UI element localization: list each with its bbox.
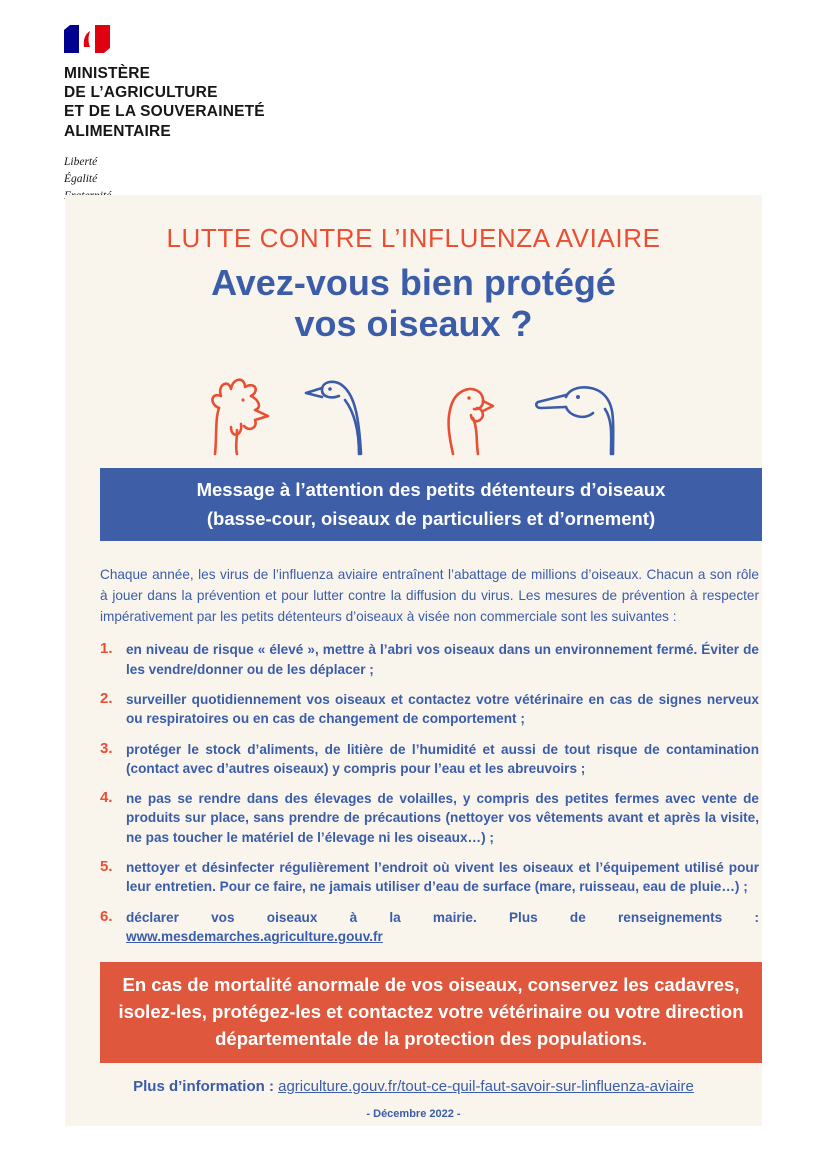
list-number: 4.	[100, 789, 113, 807]
mesdemarches-link[interactable]: www.mesdemarches.agriculture.gouv.fr	[126, 928, 383, 944]
measure-text: nettoyer et désinfecter régulièrement l’endroit où vivent les oiseaux et l’équipement utilisé pour leur entretien. Pour ce faire, ne jamais utiliser d’eau de surface (mare, ruisseau, eau de pluie…) ;	[126, 860, 759, 895]
agriculture-gouv-link[interactable]: agriculture.gouv.fr/tout-ce-quil-faut-savoir-sur-linfluenza-aviaire	[278, 1077, 694, 1095]
measure-text-prefix: déclarer vos oiseaux à la mairie. Plus de renseignements :	[126, 909, 759, 925]
rooster-icon	[185, 368, 289, 456]
ministry-name-line: ET DE LA SOUVERAINETÉ	[64, 103, 265, 121]
kicker-title: LUTTE CONTRE L’INFLUENZA AVIAIRE	[166, 223, 661, 253]
date-label: - Décembre 2022 -	[366, 1107, 461, 1120]
measure-text: protéger le stock d’aliments, de litière de l’humidité et aussi de tout risque de contamination (contact avec d’autres oiseaux) y compris pour l’eau et les abreuvoirs ;	[126, 741, 759, 776]
measure-item-2	[100, 690, 759, 729]
poster-card	[65, 195, 762, 1126]
ministry-logo	[64, 24, 364, 206]
measure-item-5	[100, 858, 759, 897]
measure-text: surveiller quotidiennement vos oiseaux et contactez votre vétérinaire en cas de signes nerveux ou respiratoires ou en cas de changement de comportement ;	[126, 691, 759, 727]
audience-banner-line1: Message à l’attention des petits détenteurs d’oiseaux	[196, 479, 666, 501]
page-title-line1: Avez-vous bien protégé	[211, 262, 616, 303]
list-number: 3.	[100, 739, 113, 757]
motto-line: Liberté	[64, 155, 98, 168]
page-title-line2: vos oiseaux ?	[294, 303, 533, 345]
bird-illustrations	[65, 354, 762, 456]
audience-banner-line2: (basse-cour, oiseaux de particuliers et d’ornement)	[206, 507, 656, 529]
duck-icon	[521, 364, 643, 456]
mortality-alert-banner: En cas de mortalité anormale de vos oiseaux, conservez les cadavres, isolez-les, protégez-les et contactez votre vétérinaire ou votre direction départementale de la protection des populations.	[100, 962, 762, 1062]
poster-body	[100, 565, 759, 946]
measure-item-6	[100, 908, 759, 947]
measure-text	[126, 908, 759, 947]
goose-icon	[297, 358, 401, 456]
list-number: 2.	[100, 689, 113, 707]
list-number: 6.	[100, 907, 113, 925]
measure-item-1	[100, 640, 759, 679]
motto-line: Égalité	[64, 173, 98, 186]
measure-text: ne pas se rendre dans des élevages de volailles, y compris des petites fermes avec vente de produits sur place, sans prendre de précautions (nettoyer vos vêtements avant et après la visite, ne pas toucher le matériel de l’élevage ni les oiseaux…) ;	[126, 791, 759, 845]
ministry-name-line: DE L’AGRICULTURE	[64, 84, 218, 102]
ministry-name	[64, 64, 364, 141]
page-title	[65, 262, 762, 344]
measure-item-3	[100, 740, 759, 779]
french-flag-icon	[64, 24, 110, 54]
more-info-line	[65, 1078, 762, 1095]
list-number: 5.	[100, 858, 113, 876]
turkey-icon	[409, 366, 513, 456]
ministry-name-line: MINISTÈRE	[64, 65, 151, 82]
list-number: 1.	[100, 640, 113, 658]
more-info-label: Plus d’information :	[133, 1077, 279, 1095]
audience-banner	[100, 468, 762, 541]
measure-item-4	[100, 789, 759, 847]
intro-paragraph: Chaque année, les virus de l’influenza aviaire entraînent l’abattage de millions d’oiseaux. Chacun a son rôle à jouer dans la prévention et pour lutter contre la diffusion du virus. Les mesures de prévention à respecter impérativement par les petits détenteurs d’oiseaux à visée non commerciale sont les suivantes :	[100, 567, 759, 624]
measures-list	[100, 640, 759, 946]
ministry-name-line: ALIMENTAIRE	[64, 122, 171, 140]
measure-text: en niveau de risque « élevé », mettre à l’abri vos oiseaux dans un environnement fermé. Éviter de les vendre/donner ou de les déplacer ;	[126, 642, 759, 677]
